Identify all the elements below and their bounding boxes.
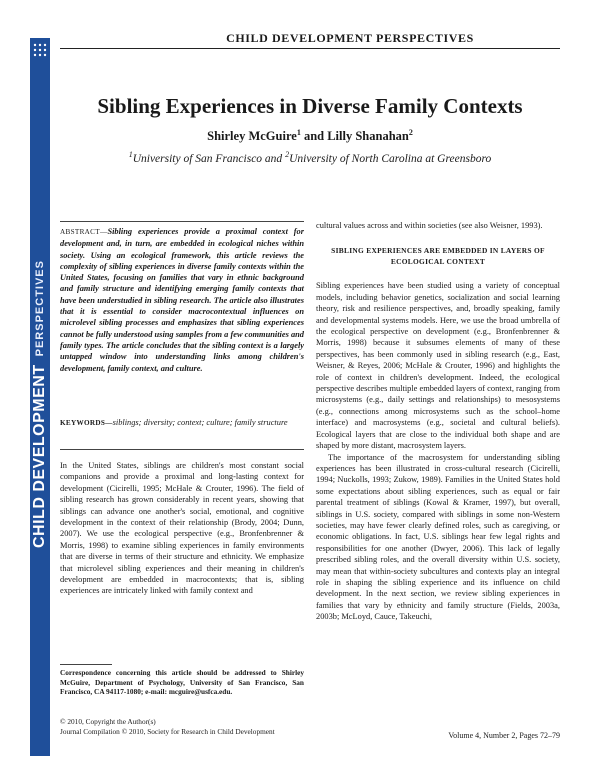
author-1-mark: 1: [296, 128, 301, 137]
section-paragraph-2: The importance of the macrosystem for understanding sibling experiences has been illustrated in cross-cultural research (Cicirelli, 1994; Nuckolls, 1993; Zukow, 1989). Families in the United States hold some expectations about sibling experiences, such as equal or fair parental treatment of siblings (Kowal & Kramer, 1997), but overall, siblings in U.S. society, compared with siblings in some non-Western societies, may have fewer clearly defined roles, such as caregiving, or economic obligations. In fact, U.S. siblings hear few legal rights and responsibilities for one another (Dwyer, 2006). This lack of legally prescribed sibling roles, and the overall diversity within U.S. society, may mean that within-society subcultures and contexts play an integral role in shaping the sibling experience and its influence on child development. In the next section, we review sibling experiences in families that vary by ethnicity and family structure (Fields, 2003a, 2003b; McLoyd, Cauce, Takeuchi,: [316, 452, 560, 622]
affil-2: University of North Carolina at Greensboro: [289, 152, 492, 165]
journal-logo-icon: [32, 42, 48, 58]
keywords-text: siblings; diversity; context; culture; family structure: [112, 418, 288, 427]
copyright-journal: Journal Compilation © 2010, Society for Research in Child Development: [60, 727, 275, 736]
spine-main-text: CHILD DEVELOPMENT: [31, 364, 48, 548]
abstract: [60, 226, 304, 374]
section-heading: SIBLING EXPERIENCES ARE EMBEDDED IN LAYERS OF ECOLOGICAL CONTEXT: [331, 246, 545, 267]
correspondence-note: Correspondence concerning this article should be addressed to Shirley McGuire, Department of Psychology, University of San Francisco, San Francisco, CA 94117-1080; e-mail: mcguire@usfca.edu.: [60, 668, 304, 697]
intro-continuation: cultural values across and within societies (see also Weisner, 1993).: [316, 221, 543, 230]
intro-paragraph: In the United States, siblings are children's most constant social companions and provide a proximal and long-lasting context for development (Cicirelli, 1995; McHale & Crouter, 1996). The field of sibling research has grown considerably in recent years, showing that siblings can advance one another's social, emotional, and cognitive development in the context of their relationship (Brody, 2004; Dunn, 2007). We use the ecological perspective (e.g., Bronfenbrenner & Morris, 1998) to examine sibling experiences in family environments that are diverse in terms of their structure and ethnicity. We emphasize that microlevel sibling experiences and their meaning in children's development are embedded in macrocontexts; that is, sibling experiences are intricately linked with family context and: [60, 461, 304, 596]
spine-title: [30, 65, 50, 743]
article-title: Sibling Experiences in Diverse Family Contexts: [97, 94, 523, 118]
spine-sub-text: PERSPECTIVES: [34, 260, 46, 357]
affiliations: [60, 150, 560, 165]
abstract-text: Sibling experiences provide a proximal context for development and, in turn, are embedded in ecological niches within society. Using an ecological framework, this article reviews the complexity of sibling experiences in diverse family contexts within the United States, focusing on families that vary in ethnic background and family structure and identifying emerging family contexts that have been understudied in sibling research. The article also illustrates that it is essential to consider macrocontextual influences on microlevel sibling processes and emphasizes that sibling experiences cannot be fully understood using samples from a few communities and family types. The article concludes that the sibling context is a largely untapped window into understanding links among children's development, family context, and culture.: [60, 227, 304, 373]
affil-1: University of San Francisco and: [132, 152, 286, 165]
keywords: [60, 417, 304, 429]
header-rule: [60, 48, 560, 49]
author-2-mark: 2: [408, 128, 413, 137]
affil-2-mark: 2: [285, 150, 290, 159]
section-paragraph-1: Sibling experiences have been studied using a variety of conceptual models, including behavior genetics, socialization and social learning theory, risk and resilience perspectives, and, broadly speaking, family and developmental systems models. Here, we use the broad umbrella of the ecological perspective on development (e.g., Bronfenbrenner & Morris, 1998) because it subsumes elements of many of these perspectives, has been commonly used in sibling research (e.g., East, Weisner, & Reyes, 2006; McHale & Crouter, 1996) and highlights the role of context in children's development. Indeed, the ecological perspective describes multiple embedded layers of context, ranging from microsystems (e.g., daily settings and relationships) to mesosystems (e.g., connections among microsystems such as the school–home interface) and macrosystems (e.g., societal and cultural beliefs). Ecological layers that are close to the individual both shape and are shaped by more distant, macrosystem layers.: [316, 281, 560, 451]
affil-1-mark: 1: [128, 150, 133, 159]
volume-pages: Volume 4, Number 2, Pages 72–79: [448, 731, 560, 740]
footnote-rule: [60, 664, 112, 665]
author-join: and Lilly Shanahan: [303, 129, 409, 144]
author-1: Shirley McGuire: [207, 129, 297, 144]
journal-spine-banner: [30, 38, 50, 756]
abstract-label: ABSTRACT—: [60, 228, 108, 236]
keywords-label: KEYWORDS—: [60, 419, 113, 427]
abstract-top-rule: [60, 221, 304, 222]
author-line: [60, 128, 560, 144]
body-left-column: [60, 460, 304, 597]
abstract-bottom-rule: [60, 449, 304, 450]
copyright-author: © 2010, Copyright the Author(s): [60, 717, 156, 726]
body-right-column: [316, 220, 560, 623]
running-head: CHILD DEVELOPMENT PERSPECTIVES: [226, 31, 474, 45]
